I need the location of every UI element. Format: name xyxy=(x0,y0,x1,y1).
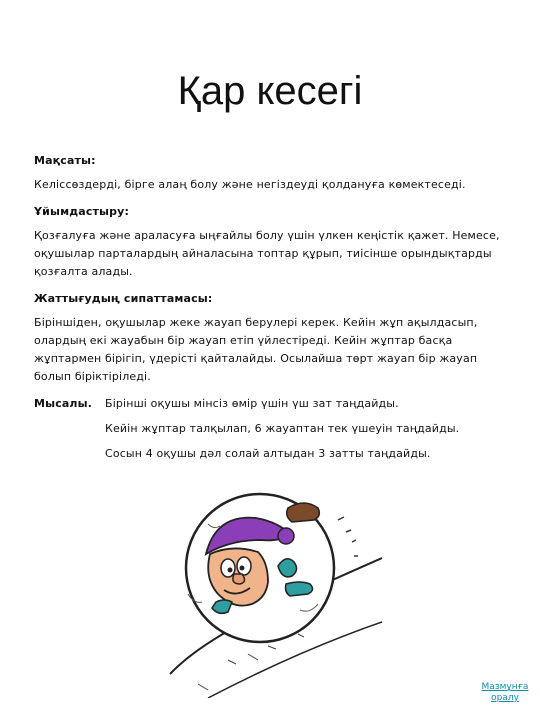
motion-marks xyxy=(338,517,358,556)
organization-heading: Ұйымдастыру: xyxy=(34,205,130,218)
right-eye xyxy=(237,557,251,575)
left-eye xyxy=(221,559,235,577)
snowball-cartoon-image xyxy=(168,484,384,698)
example-label: Мысалы. xyxy=(34,397,93,410)
main-content xyxy=(34,152,504,470)
hat-pompom xyxy=(278,528,294,544)
goal-text: Келіссөздерді, бірге алаң болу және негіздеуді қолдануға көмектеседі. xyxy=(34,178,466,191)
back-to-contents-link[interactable] xyxy=(472,682,538,704)
nav-link-line-1: Мазмұнға xyxy=(481,682,529,692)
example-block xyxy=(34,395,504,463)
example-line-2: Кейін жұптар талқылап, 6 жауаптан тек үшеуін таңдайды. xyxy=(105,422,460,435)
nose xyxy=(233,574,245,584)
description-heading: Жаттығудың сипаттамасы: xyxy=(34,292,213,305)
example-line-1: Бірінші оқушы мінсіз өмір үшін үш зат таңдайды. xyxy=(105,397,399,410)
example-line-3: Сосын 4 оқушы дәл солай алтыдан 3 затты таңдайды. xyxy=(105,447,431,460)
boot xyxy=(287,503,320,522)
goal-heading: Мақсаты: xyxy=(34,154,96,167)
nav-link-line-2: оралу xyxy=(491,693,519,703)
description-text: Біріншіден, оқушылар жеке жауап берулері керек. Кейін жұп ақылдасып, олардың екі жауабын бір жауап етіп үйлестіреді. Кейін жұптар басқа жұптармен бірігіп, үдерісті қайталайды. Осылайша төрт жауап бір жауап болып біріктіріледі. xyxy=(34,316,478,383)
organization-text: Қозғалуға және араласуға ыңғайлы болу үшін үлкен кеңістік қажет. Немесе, оқушылар парталардың айналасына топтар құрып, тиісінше орындықтарды қозғалта алады. xyxy=(34,229,500,278)
page-title: Қар кесегі xyxy=(177,69,363,113)
foot xyxy=(286,582,313,596)
